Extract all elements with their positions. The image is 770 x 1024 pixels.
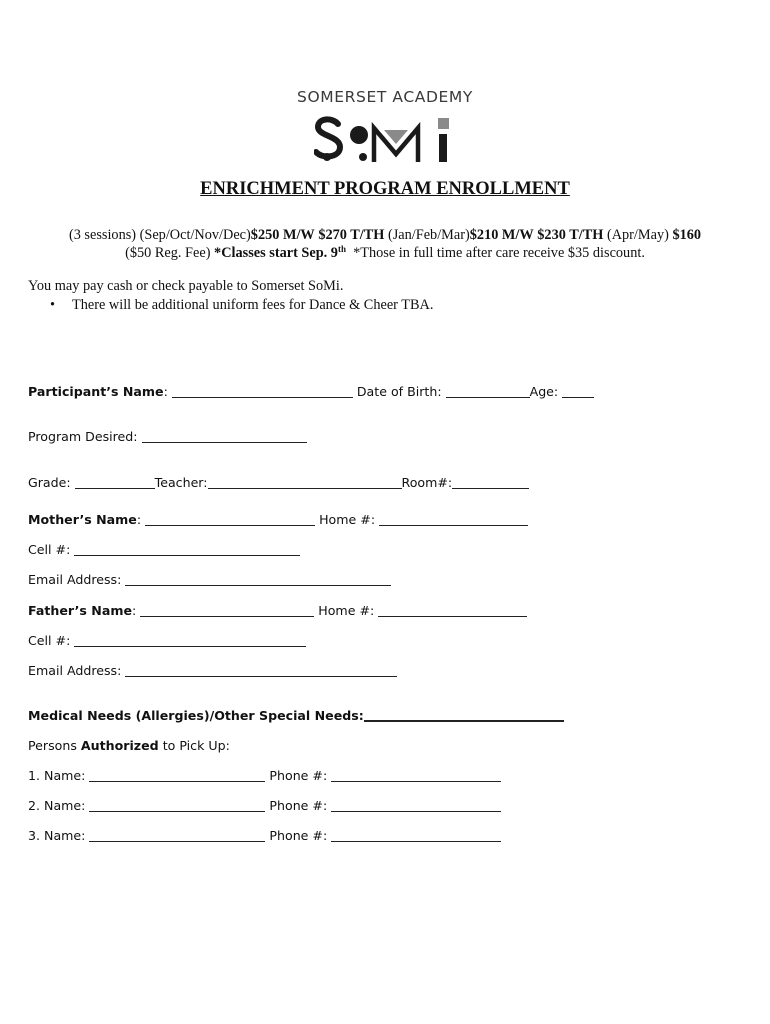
pickup-name-label: 1. Name: <box>28 768 86 783</box>
logo-square <box>438 118 449 129</box>
pickup-phone-field[interactable] <box>331 769 501 782</box>
discount-note: *Those in full time after care receive $35 discount. <box>353 245 645 261</box>
program-row <box>28 428 307 444</box>
pickup-name-field[interactable] <box>89 769 265 782</box>
mother-name-field[interactable] <box>145 513 315 526</box>
father-row: Father’s Name : Home #: <box>28 602 527 618</box>
participant-name-field[interactable] <box>172 385 353 398</box>
mother-email-row <box>28 571 391 587</box>
program-field[interactable] <box>142 430 307 443</box>
uniform-note: • There will be additional uniform fees for Dance & Cheer TBA. <box>50 297 434 313</box>
pickup-phone-label: Phone #: <box>269 798 328 813</box>
medical-field[interactable] <box>364 708 564 722</box>
participant-name-label: Participant’s Name <box>28 384 164 399</box>
father-email-field[interactable] <box>125 664 397 677</box>
room-label: Room#: <box>401 475 453 490</box>
mother-email-field[interactable] <box>125 573 391 586</box>
age-field[interactable] <box>562 385 594 398</box>
dob-label: Date of Birth: <box>356 384 442 399</box>
authorized-row <box>28 737 230 753</box>
father-email-row <box>28 662 397 678</box>
pickup-name-field[interactable] <box>89 799 265 812</box>
pickup-row <box>28 797 501 813</box>
mother-cell-label: Cell #: <box>28 542 71 557</box>
father-email-label: Email Address: <box>28 663 122 678</box>
father-home-label: Home #: <box>318 603 375 618</box>
page-title: ENRICHMENT PROGRAM ENROLLMENT <box>200 179 570 199</box>
teacher-label: Teacher: <box>154 475 208 490</box>
mother-email-label: Email Address: <box>28 572 122 587</box>
father-home-field[interactable] <box>378 604 527 617</box>
academy-name: SOMERSET ACADEMY <box>297 88 473 106</box>
reg-fee: ($50 Reg. Fee) <box>125 245 211 261</box>
pickup-phone-field[interactable] <box>331 799 501 812</box>
teacher-field[interactable] <box>208 476 402 489</box>
logo-letter-i <box>439 134 447 162</box>
age-label: Age: <box>529 384 559 399</box>
father-cell-label: Cell #: <box>28 633 71 648</box>
fall-tth-price: $270 T/TH <box>318 227 385 243</box>
pickup-name-field[interactable] <box>89 829 265 842</box>
grade-label: Grade: <box>28 475 71 490</box>
father-cell-row <box>28 632 306 648</box>
somi-logo <box>314 114 454 168</box>
logo-letter-o <box>350 126 368 144</box>
pricing-line-1 <box>0 227 770 244</box>
mother-home-label: Home #: <box>319 512 376 527</box>
grade-row <box>28 474 529 490</box>
father-name-field[interactable] <box>140 604 314 617</box>
mother-home-field[interactable] <box>379 513 528 526</box>
program-label: Program Desired: <box>28 429 138 444</box>
pickup-name-label: 3. Name: <box>28 828 86 843</box>
spring-price: $160 <box>672 227 702 243</box>
mother-name-label: Mother’s Name <box>28 512 137 527</box>
medical-row <box>28 707 564 723</box>
father-cell-field[interactable] <box>74 634 306 647</box>
pickup-phone-label: Phone #: <box>269 828 328 843</box>
pricing-line-2 <box>0 245 770 262</box>
medical-label: Medical Needs (Allergies)/Other Special Needs: <box>28 708 364 723</box>
logo-dot <box>359 153 367 161</box>
winter-months: (Jan/Feb/Mar) <box>387 227 470 243</box>
payment-note: You may pay cash or check payable to Somerset SoMi. <box>28 278 344 294</box>
pickup-phone-field[interactable] <box>331 829 501 842</box>
spring-months: (Apr/May) <box>606 227 669 243</box>
father-name-label: Father’s Name <box>28 603 132 618</box>
persons-label-bold: Authorized <box>80 738 159 753</box>
grade-field[interactable] <box>75 476 155 489</box>
pickup-name-label: 2. Name: <box>28 798 86 813</box>
logo-letter-s <box>316 119 340 156</box>
mother-cell-row <box>28 541 300 557</box>
winter-mw-price: $210 M/W <box>469 227 534 243</box>
dob-field[interactable] <box>446 385 530 398</box>
pickup-phone-label: Phone #: <box>269 768 328 783</box>
room-field[interactable] <box>452 476 529 489</box>
persons-label-post: to Pick Up: <box>162 738 230 753</box>
classes-start: *Classes start Sep. 9th <box>214 244 346 261</box>
logo-dot <box>323 153 331 161</box>
fall-mw-price: $250 M/W <box>250 227 315 243</box>
bullet-dot: • <box>50 297 56 313</box>
mother-row: Mother’s Name : Home #: <box>28 511 528 527</box>
pickup-row <box>28 827 501 843</box>
winter-tth-price: $230 T/TH <box>537 227 604 243</box>
persons-label-pre: Persons <box>28 738 77 753</box>
sessions-text: (3 sessions) (Sep/Oct/Nov/Dec) <box>68 227 251 243</box>
participant-row: Participant’s Name : Date of Birth: Age: <box>28 383 594 399</box>
pickup-row <box>28 767 501 783</box>
mother-cell-field[interactable] <box>74 543 300 556</box>
